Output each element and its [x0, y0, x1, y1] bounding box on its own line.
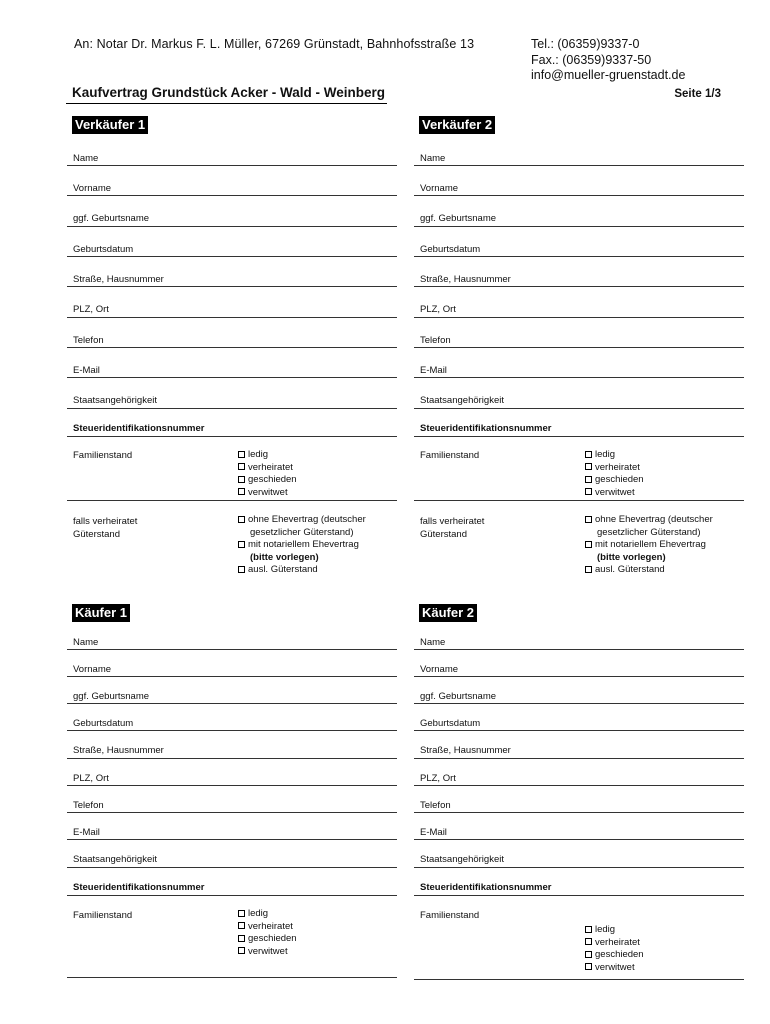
- recipient-address: An: Notar Dr. Markus F. L. Müller, 67269 Grünstadt, Bahnhofsstraße 13: [74, 37, 475, 51]
- staat-field[interactable]: [414, 867, 744, 868]
- contact-block: [531, 37, 685, 84]
- checkbox-icon[interactable]: [585, 541, 592, 548]
- steuer-field[interactable]: [67, 436, 397, 437]
- staat-field[interactable]: [67, 408, 397, 409]
- name-label: Name: [420, 153, 446, 164]
- checkbox-icon[interactable]: [585, 963, 592, 970]
- option-verheiratet[interactable]: verheiratet: [238, 462, 297, 475]
- gueterstand-options: [585, 514, 713, 577]
- option-verwitwet[interactable]: verwitwet: [238, 946, 297, 959]
- name-label: Name: [73, 153, 99, 164]
- familienstand-divider: [414, 500, 744, 501]
- telefon-label: Telefon: [73, 800, 104, 811]
- familienstand-divider: [67, 500, 397, 501]
- vorname-field[interactable]: [414, 195, 744, 196]
- plz-label: PLZ, Ort: [420, 773, 456, 784]
- checkbox-icon[interactable]: [585, 926, 592, 933]
- steuer-label: Steueridentifikationsnummer: [73, 882, 205, 893]
- geburtsname-field[interactable]: [414, 703, 744, 704]
- seller-1-heading: Verkäufer 1: [72, 116, 148, 134]
- gueterstand-options: [238, 514, 366, 577]
- phone-number: Tel.: (06359)9337-0: [531, 37, 640, 51]
- option-mit-ehevertrag[interactable]: mit notariellem Ehevertrag: [585, 539, 713, 552]
- gueterstand-label: Güterstand: [420, 529, 467, 540]
- option-ausl-gueterstand[interactable]: ausl. Güterstand: [238, 564, 366, 577]
- steuer-field[interactable]: [414, 895, 744, 896]
- name-label: Name: [420, 637, 446, 648]
- steuer-field[interactable]: [414, 436, 744, 437]
- name-field[interactable]: [67, 165, 397, 166]
- checkbox-icon[interactable]: [585, 451, 592, 458]
- checkbox-icon[interactable]: [238, 566, 245, 573]
- option-verwitwet[interactable]: verwitwet: [585, 962, 644, 975]
- staat-label: Staatsangehörigkeit: [73, 395, 157, 406]
- checkbox-icon[interactable]: [585, 938, 592, 945]
- email-label: E-Mail: [420, 827, 447, 838]
- steuer-label: Steueridentifikationsnummer: [420, 882, 552, 893]
- familienstand-options: [238, 908, 297, 958]
- plz-field[interactable]: [67, 317, 397, 318]
- strasse-field[interactable]: [414, 286, 744, 287]
- telefon-field[interactable]: [67, 812, 397, 813]
- vorname-label: Vorname: [73, 183, 112, 194]
- checkbox-icon[interactable]: [585, 951, 592, 958]
- gueterstand-label: Güterstand: [73, 529, 120, 540]
- vorname-label: Vorname: [73, 664, 112, 675]
- staat-field[interactable]: [414, 408, 744, 409]
- checkbox-icon[interactable]: [585, 476, 592, 483]
- email-label: E-Mail: [73, 827, 100, 838]
- familienstand-label: Familienstand: [420, 910, 480, 921]
- title-underline: [66, 103, 387, 104]
- staat-field[interactable]: [67, 867, 397, 868]
- telefon-label: Telefon: [420, 800, 451, 811]
- checkbox-icon[interactable]: [585, 566, 592, 573]
- option-ohne-ehevertrag[interactable]: ohne Ehevertrag (deutscher: [238, 514, 366, 527]
- option-geschieden[interactable]: geschieden: [238, 933, 297, 946]
- geburtsdatum-label: Geburtsdatum: [73, 244, 134, 255]
- checkbox-icon[interactable]: [585, 516, 592, 523]
- fax-number: Fax.: (06359)9337-50: [531, 52, 652, 67]
- familienstand-options: [585, 924, 644, 974]
- familienstand-label: Familienstand: [73, 910, 133, 921]
- option-geschieden[interactable]: geschieden: [238, 474, 297, 487]
- buyer-1-heading: Käufer 1: [72, 604, 130, 622]
- option-geschieden[interactable]: geschieden: [585, 949, 644, 962]
- checkbox-icon[interactable]: [238, 476, 245, 483]
- steuer-field[interactable]: [67, 895, 397, 896]
- option-verwitwet[interactable]: verwitwet: [238, 487, 297, 500]
- option-verheiratet[interactable]: verheiratet: [585, 937, 644, 950]
- geburtsdatum-label: Geburtsdatum: [73, 718, 134, 729]
- email-field[interactable]: [414, 839, 744, 840]
- option-ledig[interactable]: ledig: [585, 924, 644, 937]
- plz-label: PLZ, Ort: [73, 773, 109, 784]
- checkbox-icon[interactable]: [238, 947, 245, 954]
- checkbox-icon[interactable]: [585, 488, 592, 495]
- familienstand-options: [238, 449, 297, 499]
- page-number: Seite 1/3: [674, 88, 721, 100]
- staat-label: Staatsangehörigkeit: [420, 854, 504, 865]
- geburtsdatum-label: Geburtsdatum: [420, 244, 481, 255]
- email-field[interactable]: [67, 839, 397, 840]
- option-ausl-gueterstand[interactable]: ausl. Güterstand: [585, 564, 713, 577]
- plz-field[interactable]: [414, 317, 744, 318]
- strasse-label: Straße, Hausnummer: [420, 274, 511, 285]
- checkbox-icon[interactable]: [238, 488, 245, 495]
- geburtsname-field[interactable]: [414, 226, 744, 227]
- steuer-label: Steueridentifikationsnummer: [73, 423, 205, 434]
- option-ledig[interactable]: ledig: [585, 449, 644, 462]
- familienstand-options: [585, 449, 644, 499]
- bitte-vorlegen-note: (bitte vorlegen): [597, 551, 666, 563]
- option-ledig[interactable]: ledig: [238, 908, 297, 921]
- strasse-field[interactable]: [67, 286, 397, 287]
- staat-label: Staatsangehörigkeit: [73, 854, 157, 865]
- strasse-field[interactable]: [414, 758, 744, 759]
- strasse-label: Straße, Hausnummer: [73, 274, 164, 285]
- telefon-field[interactable]: [67, 347, 397, 348]
- name-field[interactable]: [414, 165, 744, 166]
- checkbox-icon[interactable]: [238, 922, 245, 929]
- name-field[interactable]: [67, 649, 397, 650]
- checkbox-icon[interactable]: [238, 451, 245, 458]
- geburtsname-label: ggf. Geburtsname: [73, 213, 150, 224]
- option-verheiratet[interactable]: verheiratet: [585, 462, 644, 475]
- geburtsname-label: ggf. Geburtsname: [420, 691, 497, 702]
- telefon-field[interactable]: [414, 347, 744, 348]
- telefon-field[interactable]: [414, 812, 744, 813]
- vorname-field[interactable]: [414, 676, 744, 677]
- seller-2-heading: Verkäufer 2: [419, 116, 495, 134]
- geburtsdatum-field[interactable]: [67, 730, 397, 731]
- plz-label: PLZ, Ort: [420, 304, 456, 315]
- option-ledig[interactable]: ledig: [238, 449, 297, 462]
- checkbox-icon[interactable]: [238, 910, 245, 917]
- staat-label: Staatsangehörigkeit: [420, 395, 504, 406]
- plz-field[interactable]: [67, 785, 397, 786]
- geburtsname-field[interactable]: [67, 226, 397, 227]
- checkbox-icon[interactable]: [238, 516, 245, 523]
- strasse-label: Straße, Hausnummer: [420, 745, 511, 756]
- geburtsname-label: ggf. Geburtsname: [73, 691, 150, 702]
- geburtsdatum-label: Geburtsdatum: [420, 718, 481, 729]
- plz-label: PLZ, Ort: [73, 304, 109, 315]
- telefon-label: Telefon: [73, 335, 104, 346]
- option-geschieden[interactable]: geschieden: [585, 474, 644, 487]
- geburtsdatum-field[interactable]: [414, 256, 744, 257]
- strasse-label: Straße, Hausnummer: [73, 745, 164, 756]
- steuer-label: Steueridentifikationsnummer: [420, 423, 552, 434]
- falls-verheiratet-label: falls verheiratet: [73, 516, 138, 527]
- vorname-label: Vorname: [420, 183, 459, 194]
- geburtsname-field[interactable]: [67, 703, 397, 704]
- falls-verheiratet-label: falls verheiratet: [420, 516, 485, 527]
- option-verheiratet[interactable]: verheiratet: [238, 921, 297, 934]
- strasse-field[interactable]: [67, 758, 397, 759]
- geburtsdatum-field[interactable]: [414, 730, 744, 731]
- option-ohne-ehevertrag-cont: gesetzlicher Güterstand): [597, 526, 701, 538]
- buyer-2-heading: Käufer 2: [419, 604, 477, 622]
- option-ohne-ehevertrag[interactable]: ohne Ehevertrag (deutscher: [585, 514, 713, 527]
- document-title: Kaufvertrag Grundstück Acker - Wald - Weinberg: [72, 85, 386, 100]
- familienstand-label: Familienstand: [73, 450, 133, 461]
- plz-field[interactable]: [414, 785, 744, 786]
- checkbox-icon[interactable]: [238, 935, 245, 942]
- option-ohne-ehevertrag-cont: gesetzlicher Güterstand): [250, 526, 354, 538]
- option-verwitwet[interactable]: verwitwet: [585, 487, 644, 500]
- email-field[interactable]: [67, 377, 397, 378]
- option-mit-ehevertrag[interactable]: mit notariellem Ehevertrag: [238, 539, 366, 552]
- email-label: E-Mail: [420, 365, 447, 376]
- email-field[interactable]: [414, 377, 744, 378]
- geburtsdatum-field[interactable]: [67, 256, 397, 257]
- familienstand-divider: [414, 979, 744, 980]
- geburtsname-label: ggf. Geburtsname: [420, 213, 497, 224]
- bitte-vorlegen-note: (bitte vorlegen): [250, 551, 319, 563]
- familienstand-divider: [67, 977, 397, 978]
- familienstand-label: Familienstand: [420, 450, 480, 461]
- checkbox-icon[interactable]: [238, 463, 245, 470]
- vorname-label: Vorname: [420, 664, 459, 675]
- checkbox-icon[interactable]: [585, 463, 592, 470]
- name-field[interactable]: [414, 649, 744, 650]
- vorname-field[interactable]: [67, 676, 397, 677]
- telefon-label: Telefon: [420, 335, 451, 346]
- name-label: Name: [73, 637, 99, 648]
- email-label: E-Mail: [73, 365, 100, 376]
- email-address: info@mueller-gruenstadt.de: [531, 68, 686, 82]
- checkbox-icon[interactable]: [238, 541, 245, 548]
- vorname-field[interactable]: [67, 195, 397, 196]
